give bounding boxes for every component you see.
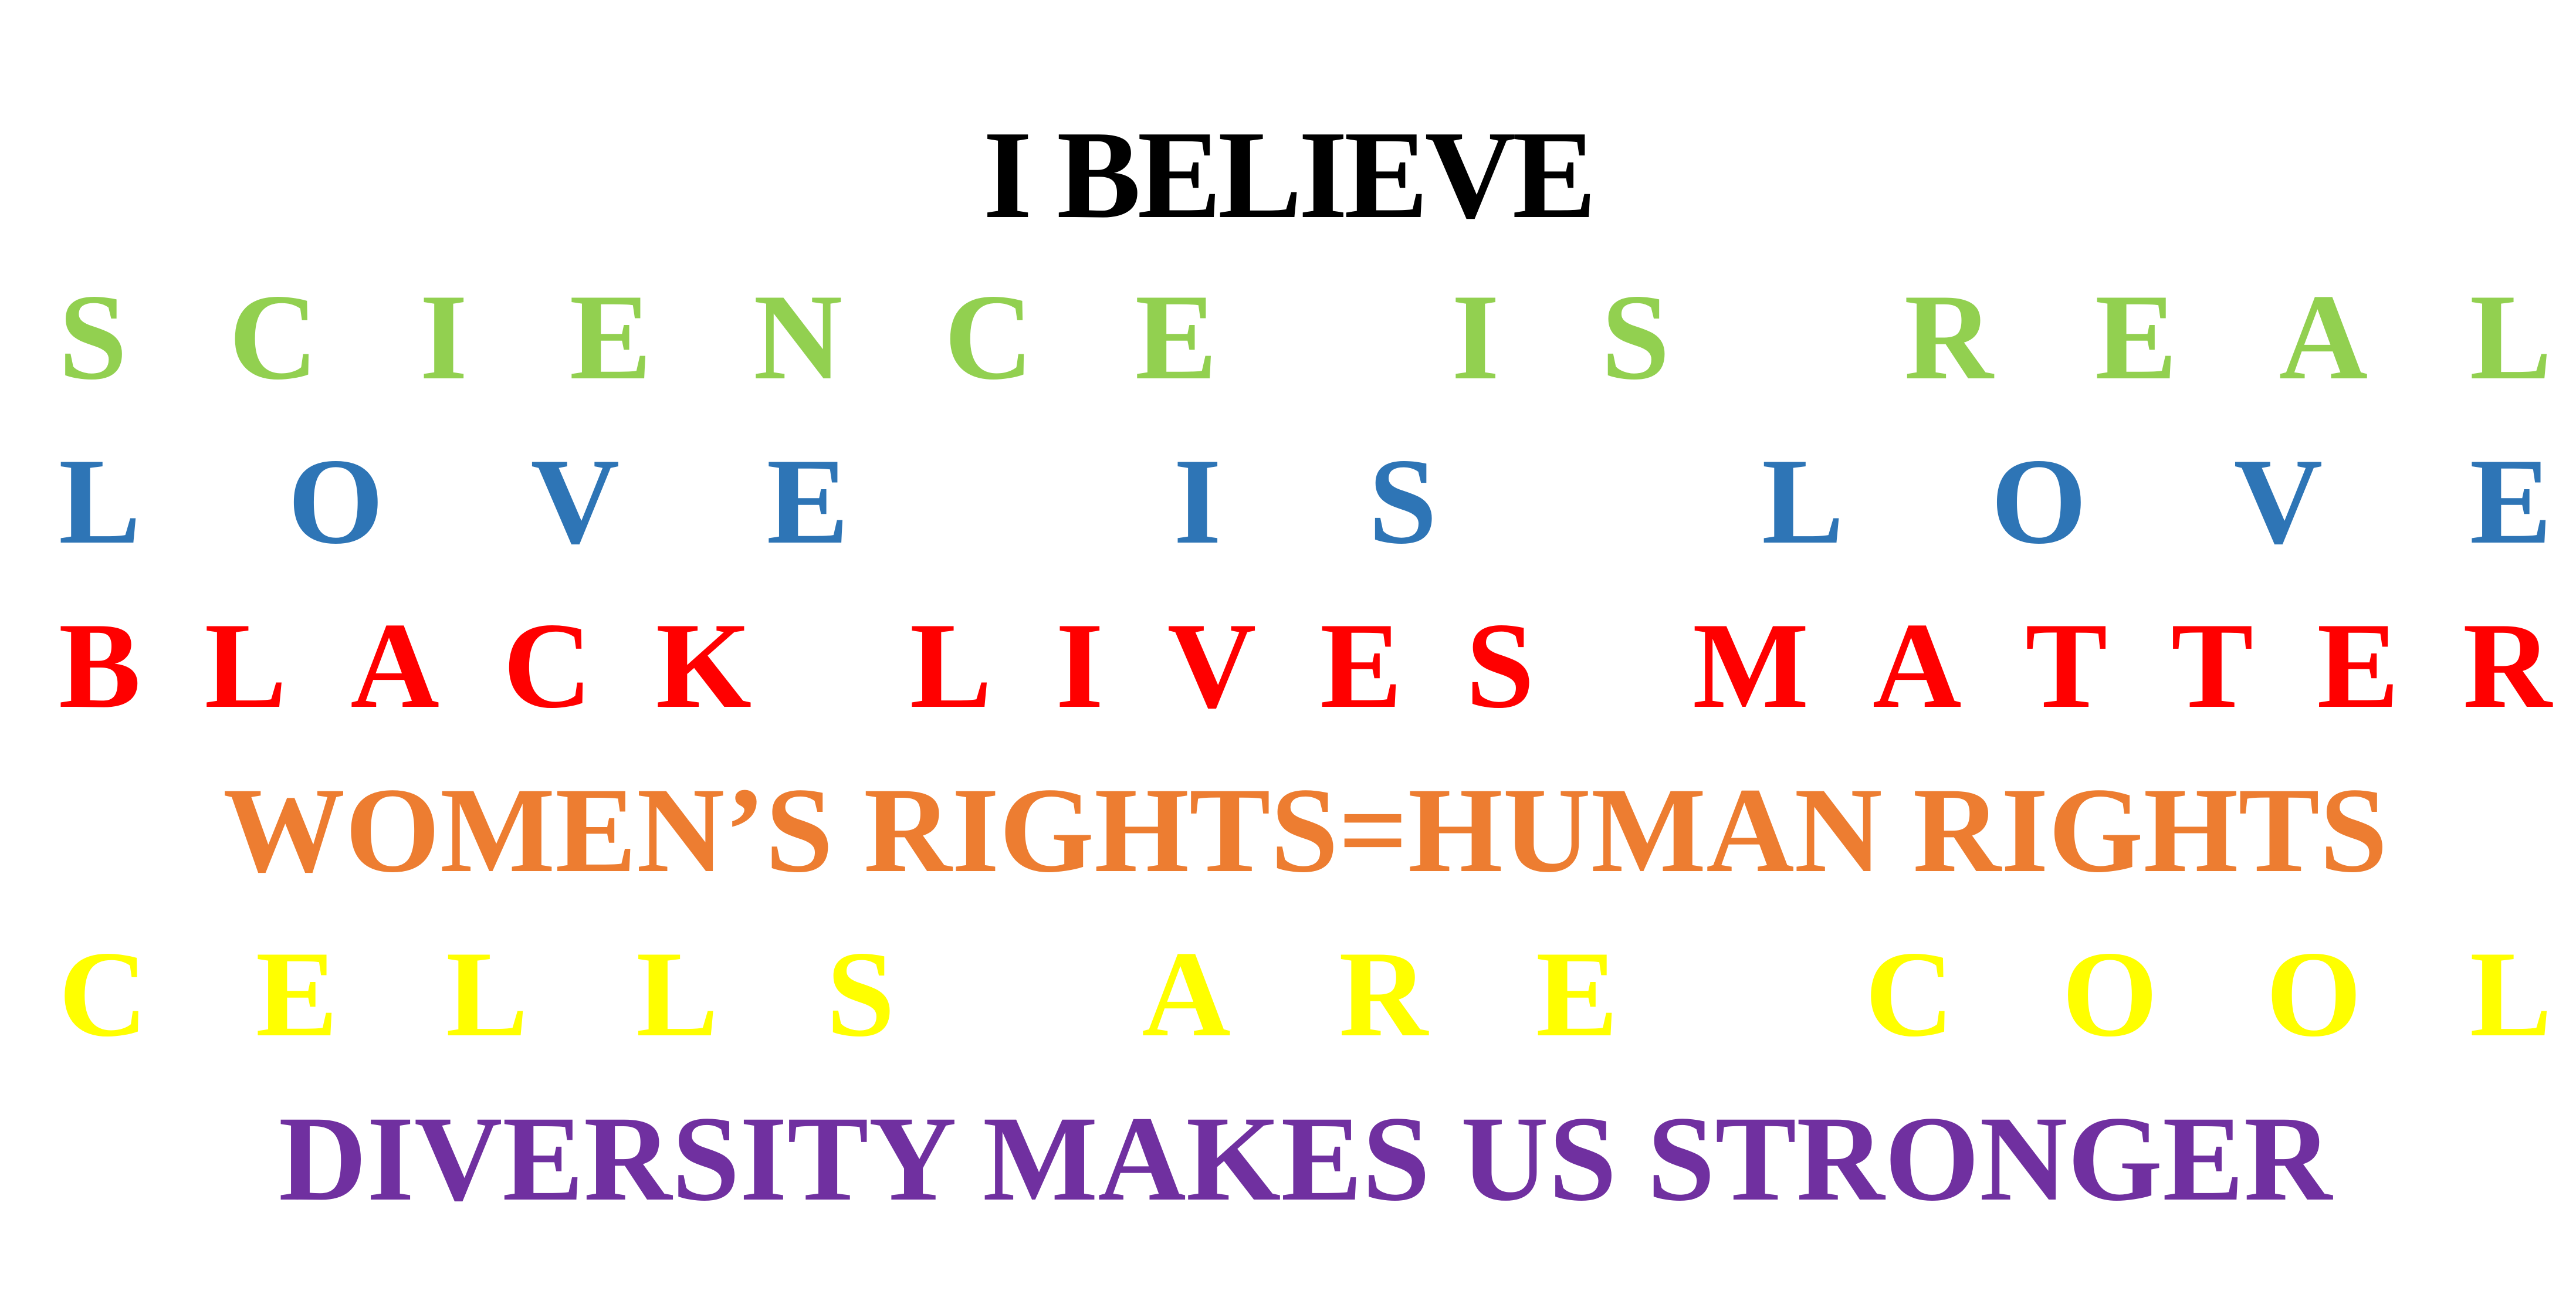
- letter: I: [1055, 598, 1104, 734]
- letter-space: [1726, 939, 1757, 1050]
- letter: M: [1692, 598, 1809, 734]
- letter: R: [2463, 598, 2552, 734]
- letter: L: [909, 598, 992, 734]
- letter: S: [1601, 269, 1670, 405]
- letter: C: [59, 926, 148, 1062]
- letter: C: [503, 598, 593, 734]
- slogan-womens-rights: WOMEN’S RIGHTS=HUMAN RIGHTS: [223, 763, 2388, 897]
- poster-title: I BELIEVE: [983, 104, 1593, 245]
- letter: V: [530, 433, 620, 570]
- letter: A: [350, 598, 439, 734]
- letter: S: [826, 926, 895, 1062]
- letter: E: [1536, 926, 1619, 1062]
- letter: T: [2171, 598, 2253, 734]
- letter: V: [1167, 598, 1257, 734]
- slogan-love-is-love: [59, 433, 2552, 570]
- letter: E: [2317, 598, 2399, 734]
- letter: A: [1872, 598, 1962, 734]
- letter-space: [1598, 610, 1629, 721]
- letter: L: [636, 926, 719, 1062]
- letter: L: [1762, 433, 1844, 570]
- letter: I: [1173, 433, 1222, 570]
- letter: R: [1904, 269, 1993, 405]
- letter: E: [255, 926, 338, 1062]
- slogan-diversity: DIVERSITY MAKES US STRONGER: [278, 1091, 2333, 1226]
- letter-space: [1772, 282, 1803, 393]
- letter: A: [1142, 926, 1231, 1062]
- letter: C: [944, 269, 1034, 405]
- letter: L: [59, 433, 141, 570]
- letter: L: [2469, 926, 2552, 1062]
- letter-space: [815, 610, 847, 721]
- letter: S: [1465, 598, 1535, 734]
- letter: E: [569, 269, 652, 405]
- letter: V: [2233, 433, 2323, 570]
- letter: S: [1368, 433, 1437, 570]
- letter: A: [2279, 269, 2368, 405]
- letter: O: [1991, 433, 2087, 570]
- letter-space: [1319, 282, 1350, 393]
- letter: T: [2025, 598, 2108, 734]
- letter: C: [229, 269, 318, 405]
- letter: I: [419, 269, 468, 405]
- slogan-science-is-real: [59, 269, 2552, 405]
- letter: E: [2469, 433, 2552, 570]
- letter: E: [1135, 269, 1217, 405]
- letter-space: [996, 446, 1027, 557]
- letter: K: [655, 598, 752, 734]
- letter-space: [1003, 939, 1034, 1050]
- letter: O: [2062, 926, 2158, 1062]
- letter: S: [59, 269, 127, 405]
- slogan-cells-are-cool: [59, 926, 2552, 1062]
- letter: L: [2469, 269, 2552, 405]
- letter-space: [1584, 446, 1615, 557]
- letter: R: [1339, 926, 1428, 1062]
- letter: B: [59, 598, 141, 734]
- letter: L: [446, 926, 529, 1062]
- letter: E: [766, 433, 849, 570]
- letter: C: [1864, 926, 1954, 1062]
- letter: O: [287, 433, 384, 570]
- letter: E: [1320, 598, 1403, 734]
- letter: L: [204, 598, 287, 734]
- slogan-black-lives-matter: [59, 598, 2552, 734]
- letter: N: [753, 269, 842, 405]
- letter: I: [1451, 269, 1500, 405]
- letter: O: [2266, 926, 2362, 1062]
- letter: E: [2095, 269, 2178, 405]
